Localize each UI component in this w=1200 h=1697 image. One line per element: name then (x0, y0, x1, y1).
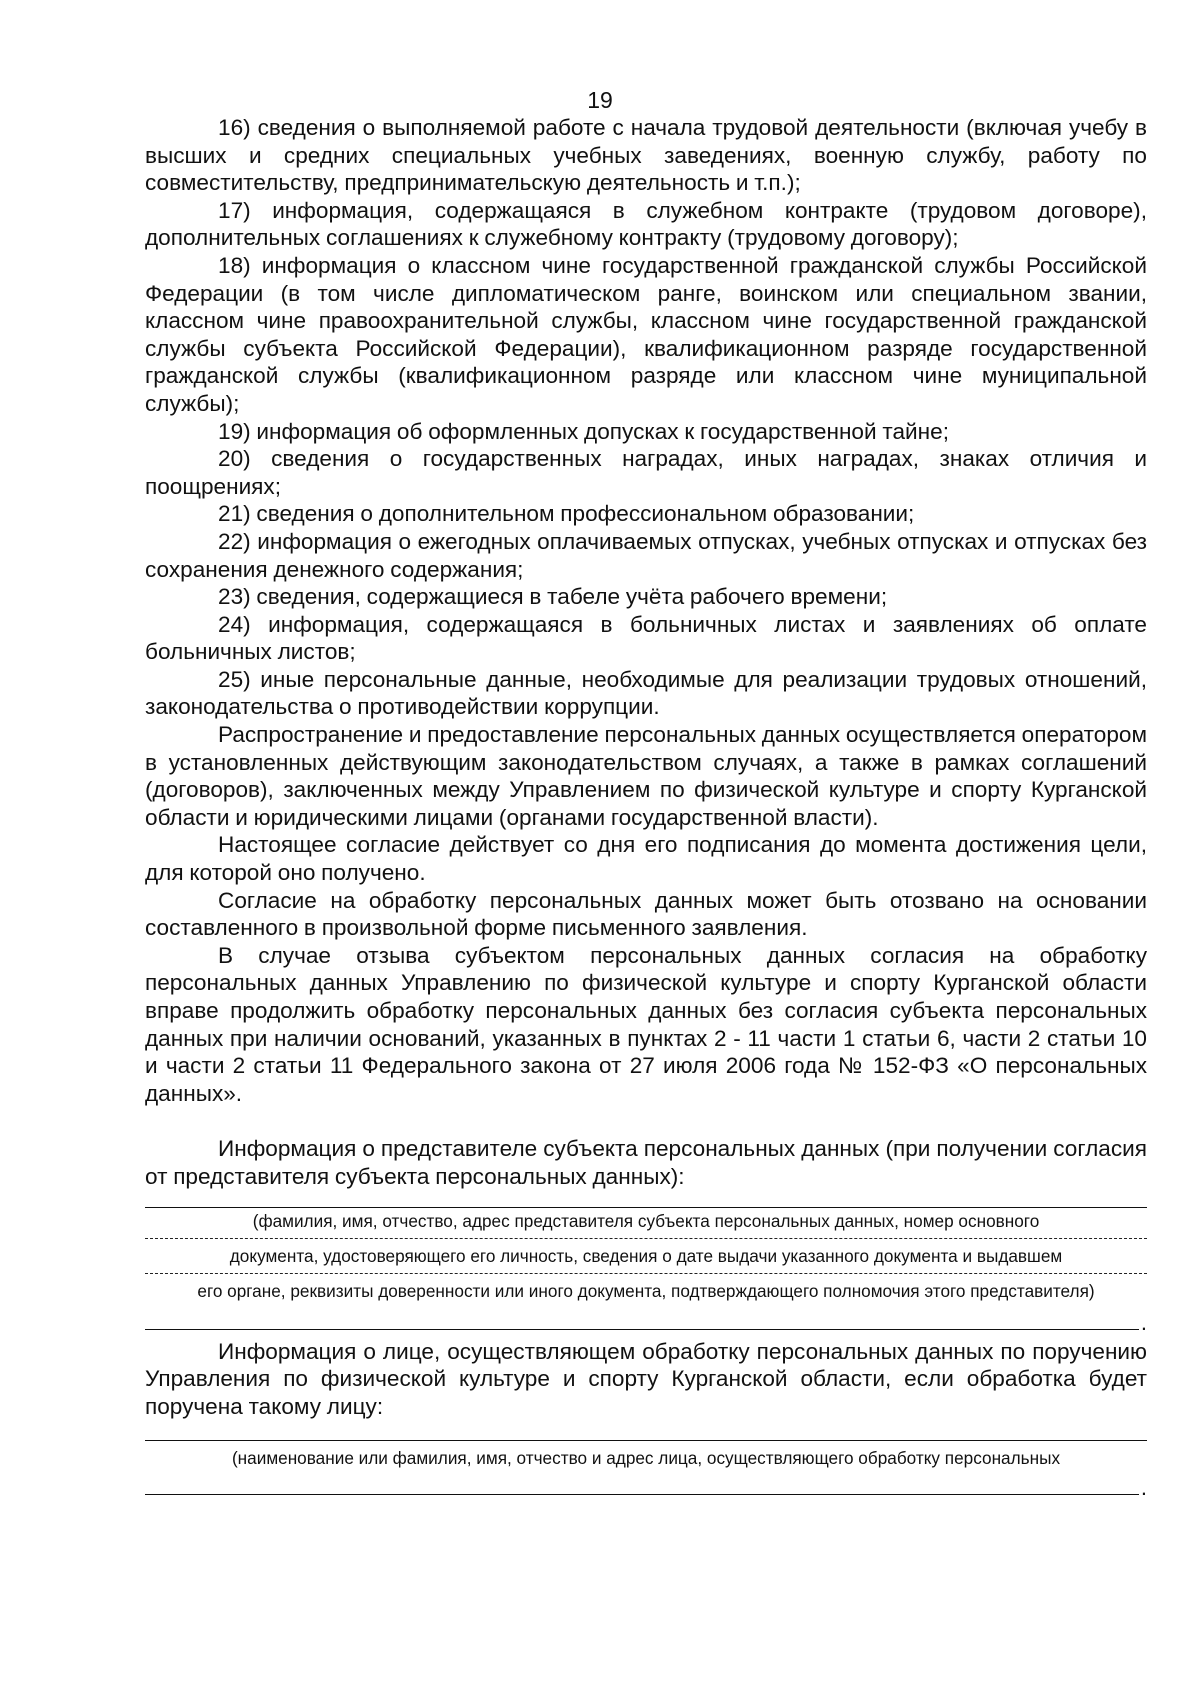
document-body (145, 114, 1147, 1501)
revocation-paragraph: Согласие на обработку персональных данных может быть отозвано на основании составленного в произвольной форме письменного заявления. (145, 887, 1147, 941)
end-mark: . (1140, 1475, 1147, 1501)
processor-caption-1: (наименование или фамилия, имя, отчество и адрес лица, осуществляющего обработку персональных (231, 1448, 1061, 1469)
withdrawal-paragraph: В случае отзыва субъектом персональных данных согласия на обработку персональных данных Управлению по физической культуре и спорту Курганской области вправе продолжить обработку персональных данных без согласия субъекта персональных данных при наличии оснований, указанных в пунктах 2 - 11 части 1 статьи 6, части 2 статьи 10 и части 2 статьи 11 Федерального закона от 27 июля 2006 года № 152-ФЗ «О персональных данных». (145, 942, 1147, 1106)
representative-fill-line-1[interactable] (145, 1207, 1147, 1208)
representative-caption-1: (фамилия, имя, отчество, адрес представителя субъекта персональных данных, номер основного (252, 1210, 1040, 1231)
underline (145, 1329, 1139, 1330)
processor-heading: Информация о лице, осуществляющем обработку персональных данных по поручению Управления по физической культуре и спорту Курганской области, если обработка будет поручена такому лицу: (145, 1338, 1147, 1419)
underline (145, 1494, 1139, 1495)
list-item-22: 22) информация о ежегодных оплачиваемых отпусках, учебных отпусках и отпусках без сохранения денежного содержания; (145, 528, 1147, 582)
validity-paragraph: Настоящее согласие действует со дня его подписания до момента достижения цели, для которой оно получено. (145, 832, 1147, 886)
end-mark: . (1140, 1309, 1147, 1335)
representative-fill-line-3[interactable] (145, 1273, 1147, 1274)
list-item-24: 24) информация, содержащаяся в больничных листах и заявлениях об оплате больничных листов; (145, 611, 1147, 665)
representative-caption-2: документа, удостоверяющего его личность, сведения о дате выдачи указанного документа и выдавшем (229, 1245, 1063, 1266)
list-item-17: 17) информация, содержащаяся в служебном контракте (трудовом договоре), дополнительных соглашениях к служебному контракту (трудовому договору); (145, 197, 1147, 251)
list-item-20: 20) сведения о государственных наградах, иных наградах, знаках отличия и поощрениях; (145, 446, 1147, 499)
list-item-19: 19) информация об оформленных допусках к государственной тайне; (218, 418, 949, 444)
list-item-21: 21) сведения о дополнительном профессиональном образовании; (218, 501, 915, 527)
representative-fill-line-4[interactable] (145, 1308, 1147, 1335)
representative-heading: Информация о представителе субъекта персональных данных (при получении согласия от представителя субъекта персональных данных): (145, 1136, 1147, 1189)
list-item-16: 16) сведения о выполняемой работе с начала трудовой деятельности (включая учебу в высших и средних специальных учебных заведениях, военную службу, работу по совместительству, предпринимательскую деятельность и т.п.); (145, 115, 1147, 196)
representative-section (145, 1135, 1147, 1335)
processor-section (145, 1338, 1147, 1501)
list-item-23: 23) сведения, содержащиеся в табеле учёта рабочего времени; (218, 584, 888, 610)
processor-fill-line-1[interactable] (145, 1440, 1147, 1441)
page-number: 19 (587, 87, 613, 113)
distribution-paragraph: Распространение и предоставление персональных данных осуществляется оператором в установленных действующим законодательством случаях, а также в рамках соглашений (договоров), заключенных между Управлением по физической культуре и спорту Курганской области и юридическими лицами (органами государственной власти). (145, 722, 1147, 830)
list-item-18: 18) информация о классном чине государственной гражданской службы Российской Федерации (в том числе дипломатическом ранге, воинском или специальном звании, классном чине правоохранительной службы, классном чине государственной гражданской службы субъекта Российской Федерации), квалификационном разряде государственной гражданской службы (квалификационном разряде или классном чине муниципальной службы); (145, 252, 1147, 416)
list-item-25: 25) иные персональные данные, необходимые для реализации трудовых отношений, законодательства о противодействии коррупции. (145, 666, 1147, 720)
representative-caption-3: его органе, реквизиты доверенности или иного документа, подтверждающего полномочия этого представителя) (197, 1280, 1095, 1301)
representative-fill-line-2[interactable] (145, 1238, 1147, 1239)
processor-fill-line-2[interactable] (145, 1473, 1147, 1501)
